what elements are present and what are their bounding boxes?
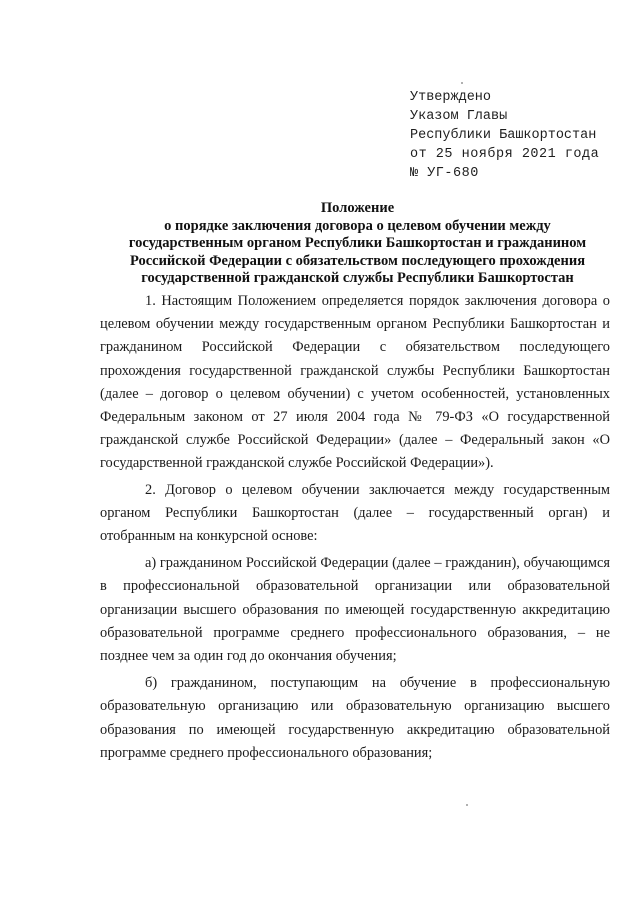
scan-speck — [466, 804, 468, 806]
approval-line-decree: Указом Главы — [410, 109, 508, 124]
title-line: о порядке заключения договора о целевом обучении между — [164, 217, 551, 234]
document-title — [95, 200, 620, 288]
title-heading: Положение — [320, 200, 395, 216]
paragraph-2: 2. Договор о целевом обучении заключается между государственным органом Республики Башкортостан (далее – государственный орган) и отобранным на конкурсной основе: — [100, 481, 610, 545]
paragraph-2a: а) гражданином Российской Федерации (далее – гражданин), обучающимся в профессиональной образовательной организации или образовательной организации высшего образования по имеющей государственную аккредитацию образовательной программе среднего профессионального образования, – не позднее чем за один год до окончания обучения; — [100, 555, 610, 665]
document-body — [100, 290, 610, 767]
approval-line-republic: Республики Башкортостан — [410, 128, 597, 143]
paragraph-2b: б) гражданином, поступающим на обучение в профессиональную образовательную организацию или образовательную организацию высшего образования по имеющей государственную аккредитацию образовательной программе среднего профессионального образования; — [100, 675, 610, 761]
approval-number: № УГ-680 — [410, 166, 479, 181]
paragraph-1: 1. Настоящим Положением определяется порядок заключения договора о целевом обучении между государственным органом Республики Башкортостан и гражданином Российской Федерации с обязательством последующего прохождения государственной гражданской службы Республики Башкортостан (далее – договор о целевом обучении) с учетом особенностей, установленных Федеральным законом от 27 июля 2004 года № 79-ФЗ «О государственной гражданской службе Российской Федерации» (далее – Федеральный закон «О государственной гражданской службе Российской Федерации»). — [100, 293, 610, 472]
title-line: государственной гражданской службы Республики Башкортостан — [141, 270, 574, 286]
scan-speck — [461, 82, 463, 84]
approval-line-approved: Утверждено — [410, 90, 492, 105]
title-line: государственным органом Республики Башкортостан и гражданином — [128, 235, 587, 251]
approval-date: от 25 ноября 2021 года — [410, 147, 600, 162]
approval-stamp — [410, 88, 599, 183]
title-line: Российской Федерации с обязательством последующего прохождения — [129, 252, 586, 269]
